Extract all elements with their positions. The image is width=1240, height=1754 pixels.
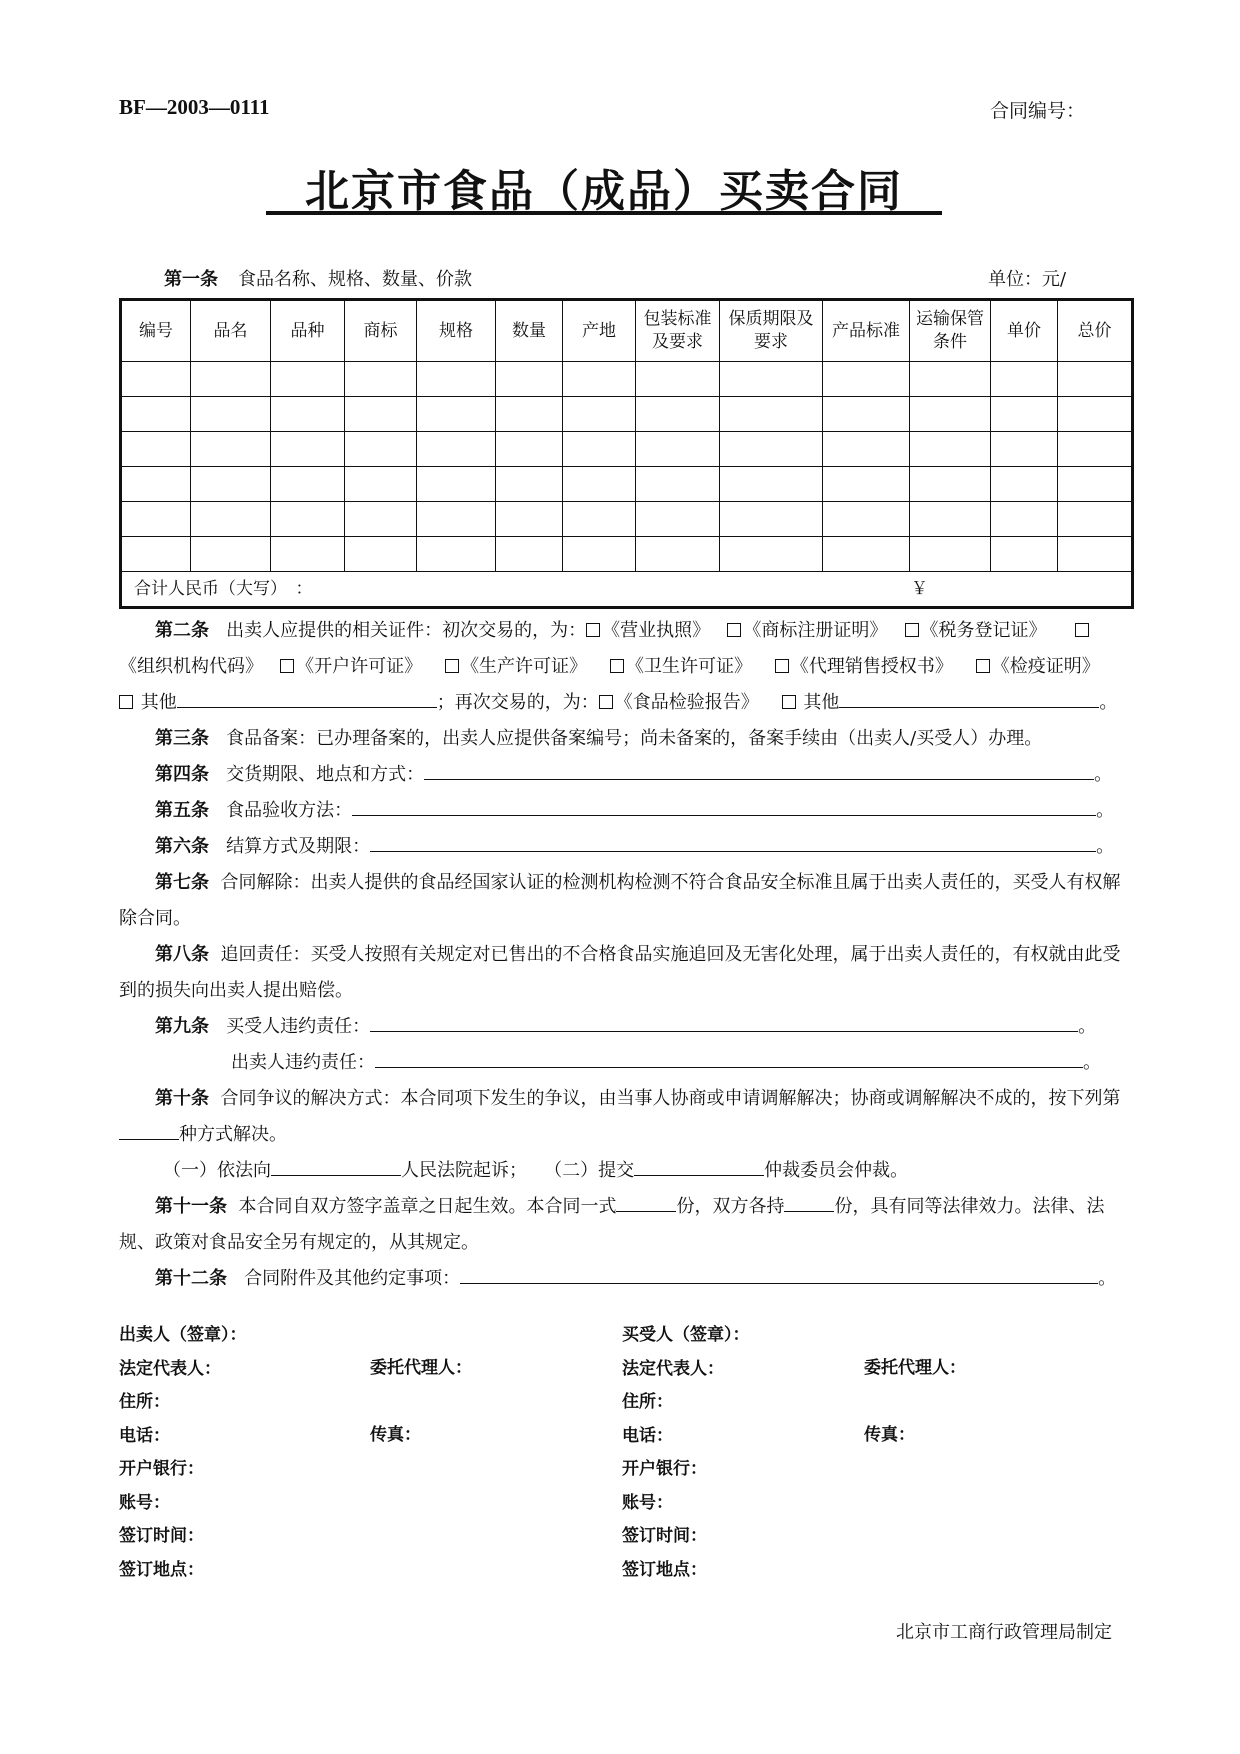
table-cell[interactable] <box>496 537 563 572</box>
total-row <box>121 572 1133 608</box>
table-cell[interactable] <box>720 467 823 502</box>
issuer-footer: 北京市工商行政管理局制定 <box>896 1622 1112 1643</box>
table-cell[interactable] <box>345 362 417 397</box>
table-cell[interactable] <box>823 362 910 397</box>
article-2-repeat: ；再次交易的，为： <box>436 692 599 713</box>
article-4 <box>119 757 1131 793</box>
seller-title: 出卖人（签章）： <box>119 1325 247 1345</box>
contract-number-label: 合同编号： <box>990 100 1086 122</box>
yen-symbol: ￥ <box>911 579 928 599</box>
article-7 <box>119 865 1131 937</box>
article-10-text-end: 种方式解决。 <box>179 1124 287 1145</box>
checkbox[interactable] <box>782 695 796 709</box>
period: 。 <box>1096 800 1115 821</box>
doc-item: 《食品检验报告》 <box>614 692 759 713</box>
table-cell[interactable] <box>345 397 417 432</box>
checkbox[interactable] <box>905 623 919 637</box>
column-header: 品种 <box>271 300 345 362</box>
article-8-label: 第八条 <box>155 944 209 965</box>
column-header: 单价 <box>991 300 1058 362</box>
table-cell[interactable] <box>636 432 720 467</box>
table-cell[interactable] <box>720 432 823 467</box>
seller-sign-time[interactable]: 签订时间： <box>119 1526 204 1546</box>
buyer-phone[interactable]: 电话： <box>622 1425 673 1446</box>
column-header: 总价 <box>1058 300 1133 362</box>
table-cell[interactable] <box>1058 537 1133 572</box>
table-cell[interactable] <box>496 502 563 537</box>
table-cell[interactable] <box>823 397 910 432</box>
table-cell[interactable] <box>417 537 496 572</box>
table-cell[interactable] <box>191 432 271 467</box>
total-amount-label: 合计人民币（大写） ： <box>134 578 313 599</box>
table-cell[interactable] <box>121 537 191 572</box>
table-cell[interactable] <box>636 467 720 502</box>
table-cell[interactable] <box>563 397 636 432</box>
doc-item: 《检疫证明》 <box>991 656 1100 677</box>
column-header: 编号 <box>121 300 191 362</box>
seller-liability-field[interactable] <box>375 1049 1083 1068</box>
table-cell[interactable] <box>991 397 1058 432</box>
other-docs-field[interactable] <box>839 689 1099 708</box>
table-cell[interactable] <box>991 502 1058 537</box>
seller-account[interactable]: 账号： <box>119 1492 170 1513</box>
article-9-label: 第九条 <box>155 1016 209 1037</box>
checkbox[interactable] <box>610 659 624 673</box>
article-10-label: 第十条 <box>155 1088 209 1109</box>
checkbox[interactable] <box>586 623 600 637</box>
table-cell[interactable] <box>991 432 1058 467</box>
table-cell[interactable] <box>345 537 417 572</box>
table-cell[interactable] <box>271 397 345 432</box>
table-cell[interactable] <box>1058 397 1133 432</box>
table-cell[interactable] <box>1058 362 1133 397</box>
buyer-fax[interactable]: 传真： <box>864 1425 915 1445</box>
table-cell[interactable] <box>563 467 636 502</box>
option-arbitration-label: （二）提交 <box>544 1160 635 1181</box>
title-underline <box>266 211 942 215</box>
checkbox[interactable] <box>976 659 990 673</box>
article-6-text: 结算方式及期限： <box>226 836 371 857</box>
table-cell[interactable] <box>910 537 991 572</box>
table-cell[interactable] <box>271 502 345 537</box>
table-cell[interactable] <box>417 397 496 432</box>
table-cell[interactable] <box>636 537 720 572</box>
table-cell[interactable] <box>417 502 496 537</box>
doc-item: 《商标注册证明》 <box>743 620 888 641</box>
article-11-text-2: 份，双方各持 <box>676 1196 785 1217</box>
option-court-label: （一）依法向 <box>163 1160 271 1181</box>
checkbox[interactable] <box>775 659 789 673</box>
table-cell[interactable] <box>1058 432 1133 467</box>
payment-terms-field[interactable] <box>370 833 1096 852</box>
table-cell[interactable] <box>991 467 1058 502</box>
seller-block <box>119 1319 247 1587</box>
table-cell[interactable] <box>345 432 417 467</box>
checkbox[interactable] <box>445 659 459 673</box>
article-11 <box>119 1189 1131 1261</box>
period: 。 <box>1098 1268 1117 1289</box>
table-cell[interactable] <box>121 502 191 537</box>
table-row <box>121 362 1133 397</box>
table-cell[interactable] <box>496 362 563 397</box>
table-row <box>121 397 1133 432</box>
buyer-address[interactable]: 住所： <box>622 1392 673 1412</box>
period: 。 <box>1094 764 1113 785</box>
column-header: 产品标准 <box>823 300 910 362</box>
table-cell[interactable] <box>345 467 417 502</box>
seller-address[interactable]: 住所： <box>119 1392 170 1412</box>
article-12-label: 第十二条 <box>155 1268 227 1289</box>
table-cell[interactable] <box>563 502 636 537</box>
seller-agent[interactable]: 委托代理人： <box>370 1358 472 1378</box>
buyer-legal-rep[interactable]: 法定代表人： <box>622 1358 724 1379</box>
article-2-intro: 出卖人应提供的相关证件：初次交易的，为： <box>226 620 587 641</box>
article-10 <box>119 1081 1131 1153</box>
article-3-text: 食品备案：已办理备案的，出卖人应提供备案编号；尚未备案的，备案手续由（出卖人/买受人）办理。 <box>226 728 1043 749</box>
table-cell[interactable] <box>636 502 720 537</box>
table-row <box>121 432 1133 467</box>
buyer-bank[interactable]: 开户银行： <box>622 1459 707 1479</box>
article-8 <box>119 937 1131 1009</box>
table-cell[interactable] <box>1058 467 1133 502</box>
table-row <box>121 467 1133 502</box>
table-cell[interactable] <box>271 467 345 502</box>
other-label: 其他 <box>140 692 177 713</box>
article-12-text: 合同附件及其他约定事项： <box>244 1268 461 1289</box>
table-cell[interactable] <box>563 432 636 467</box>
table-cell[interactable] <box>121 397 191 432</box>
buyer-liability-field[interactable] <box>370 1013 1078 1032</box>
other-docs-field[interactable] <box>177 689 437 708</box>
table-cell[interactable] <box>991 537 1058 572</box>
article-3 <box>119 721 1131 757</box>
doc-item: 《卫生许可证》 <box>625 656 752 677</box>
table-cell[interactable] <box>121 362 191 397</box>
doc-item: 《代理销售授权书》 <box>790 656 953 677</box>
seller-legal-rep[interactable]: 法定代表人： <box>119 1358 221 1379</box>
table-cell[interactable] <box>417 432 496 467</box>
document-title: 北京市食品（成品）买卖合同 <box>305 166 903 217</box>
unit-label: 单位：元/ <box>988 269 1067 290</box>
table-cell[interactable] <box>121 467 191 502</box>
column-header: 品名 <box>191 300 271 362</box>
table-cell[interactable] <box>1058 502 1133 537</box>
option-court-suffix: 人民法院起诉； <box>401 1160 527 1181</box>
copies-field[interactable] <box>616 1193 676 1212</box>
buyer-account[interactable]: 账号： <box>622 1492 673 1513</box>
article-10-options <box>163 1153 1131 1189</box>
doc-item: 《组织机构代码》 <box>119 656 263 677</box>
arbitration-field[interactable] <box>634 1157 764 1176</box>
buyer-liability-label: 买受人违约责任： <box>226 1016 371 1037</box>
table-cell[interactable] <box>910 432 991 467</box>
table-cell[interactable] <box>823 537 910 572</box>
table-cell[interactable] <box>191 502 271 537</box>
doc-item: 《开户许可证》 <box>296 656 423 677</box>
table-cell[interactable] <box>121 432 191 467</box>
checkbox[interactable] <box>727 623 741 637</box>
doc-item: 《营业执照》 <box>602 620 711 641</box>
article-2-label: 第二条 <box>155 620 209 641</box>
table-header-row <box>121 300 1133 362</box>
buyer-title: 买受人（签章）： <box>622 1325 750 1345</box>
table-cell[interactable] <box>910 467 991 502</box>
table-cell[interactable] <box>191 362 271 397</box>
table-cell[interactable] <box>823 432 910 467</box>
table-cell[interactable] <box>345 502 417 537</box>
court-field[interactable] <box>271 1157 401 1176</box>
table-cell[interactable] <box>991 362 1058 397</box>
column-header: 规格 <box>417 300 496 362</box>
table-cell[interactable] <box>823 467 910 502</box>
doc-item: 《生产许可证》 <box>461 656 588 677</box>
table-cell[interactable] <box>636 397 720 432</box>
table-cell[interactable] <box>417 362 496 397</box>
article-7-text: 合同解除：出卖人提供的食品经国家认证的检测机构检测不符合食品安全标准且属于出卖人责任的，买受人有权解除合同。 <box>119 872 1121 929</box>
inspection-method-field[interactable] <box>352 797 1096 816</box>
checkbox[interactable] <box>119 695 133 709</box>
column-header: 数量 <box>496 300 563 362</box>
table-cell[interactable] <box>191 537 271 572</box>
column-header: 包装标准及要求 <box>636 300 720 362</box>
period: 。 <box>1096 836 1115 857</box>
article-9-seller <box>231 1045 1131 1081</box>
table-cell[interactable] <box>720 397 823 432</box>
attachments-field[interactable] <box>460 1265 1098 1284</box>
table-cell[interactable] <box>910 397 991 432</box>
table-cell[interactable] <box>823 502 910 537</box>
other-label: 其他 <box>803 692 840 713</box>
table-cell[interactable] <box>496 467 563 502</box>
table-cell[interactable] <box>271 432 345 467</box>
article-5-label: 第五条 <box>155 800 209 821</box>
buyer-sign-time[interactable]: 签订时间： <box>622 1526 707 1546</box>
seller-phone[interactable]: 电话： <box>119 1425 170 1446</box>
checkbox[interactable] <box>280 659 294 673</box>
article-5 <box>119 793 1131 829</box>
article-8-text: 追回责任：买受人按照有关规定对已售出的不合格食品实施追回及无害化处理，属于出卖人责任的，有权就由此受到的损失向出卖人提出赔偿。 <box>119 944 1121 1001</box>
table-cell[interactable] <box>417 467 496 502</box>
article-11-text-1: 本合同自双方签字盖章之日起生效。本合同一式 <box>238 1196 617 1217</box>
seller-bank[interactable]: 开户银行： <box>119 1459 204 1479</box>
table-cell[interactable] <box>910 502 991 537</box>
seller-sign-place[interactable]: 签订地点： <box>119 1559 204 1580</box>
article-7-label: 第七条 <box>155 872 209 893</box>
dispute-option-field[interactable] <box>119 1121 179 1140</box>
article-5-text: 食品验收方法： <box>226 800 353 821</box>
checkbox[interactable] <box>599 695 613 709</box>
buyer-sign-place[interactable]: 签订地点： <box>622 1559 707 1580</box>
article-11-text-3: 份，具有同等法律效力。法律、法规、政策对食品安全另有规定的，从其规定。 <box>119 1196 1105 1253</box>
form-code: BF—2003—0111 <box>119 95 270 119</box>
table-cell[interactable] <box>271 537 345 572</box>
period: 。 <box>1099 692 1118 713</box>
table-cell[interactable] <box>720 537 823 572</box>
copies-each-field[interactable] <box>784 1193 834 1212</box>
column-header: 产地 <box>563 300 636 362</box>
table-cell[interactable] <box>271 362 345 397</box>
article-4-label: 第四条 <box>155 764 209 785</box>
article-1-label: 第一条 <box>164 269 218 290</box>
goods-table <box>119 298 1134 609</box>
article-1-text: 食品名称、规格、数量、价款 <box>238 269 472 290</box>
table-cell[interactable] <box>636 362 720 397</box>
table-cell[interactable] <box>563 537 636 572</box>
table-cell[interactable] <box>720 362 823 397</box>
article-10-text: 合同争议的解决方式：本合同项下发生的争议，由当事人协商或申请调解解决；协商或调解解决不成的，按下列第 <box>220 1088 1121 1109</box>
article-3-label: 第三条 <box>155 728 209 749</box>
article-1-heading <box>164 265 472 291</box>
table-cell[interactable] <box>496 432 563 467</box>
article-6-label: 第六条 <box>155 836 209 857</box>
table-cell[interactable] <box>720 502 823 537</box>
column-header: 保质期限及要求 <box>720 300 823 362</box>
buyer-block <box>622 1319 750 1587</box>
column-header: 运输保管条件 <box>910 300 991 362</box>
article-2 <box>119 613 1131 721</box>
period: 。 <box>1078 1016 1097 1037</box>
table-cell[interactable] <box>910 362 991 397</box>
buyer-agent[interactable]: 委托代理人： <box>864 1358 966 1378</box>
table-cell[interactable] <box>191 397 271 432</box>
article-12 <box>119 1261 1131 1297</box>
table-row <box>121 537 1133 572</box>
period: 。 <box>1083 1052 1101 1073</box>
article-6 <box>119 829 1131 865</box>
table-cell[interactable] <box>563 362 636 397</box>
option-arbitration-suffix: 仲裁委员会仲裁。 <box>764 1160 909 1181</box>
doc-item: 《税务登记证》 <box>920 620 1047 641</box>
checkbox[interactable] <box>1075 623 1089 637</box>
table-row <box>121 502 1133 537</box>
article-9 <box>119 1009 1131 1045</box>
article-11-label: 第十一条 <box>155 1196 227 1217</box>
table-cell[interactable] <box>191 467 271 502</box>
delivery-terms-field[interactable] <box>424 761 1094 780</box>
article-4-text: 交货期限、地点和方式： <box>226 764 425 785</box>
seller-fax[interactable]: 传真： <box>370 1425 421 1445</box>
table-cell[interactable] <box>496 397 563 432</box>
total-amount-cell[interactable] <box>121 572 1133 608</box>
seller-liability-label: 出卖人违约责任： <box>231 1052 375 1073</box>
column-header: 商标 <box>345 300 417 362</box>
